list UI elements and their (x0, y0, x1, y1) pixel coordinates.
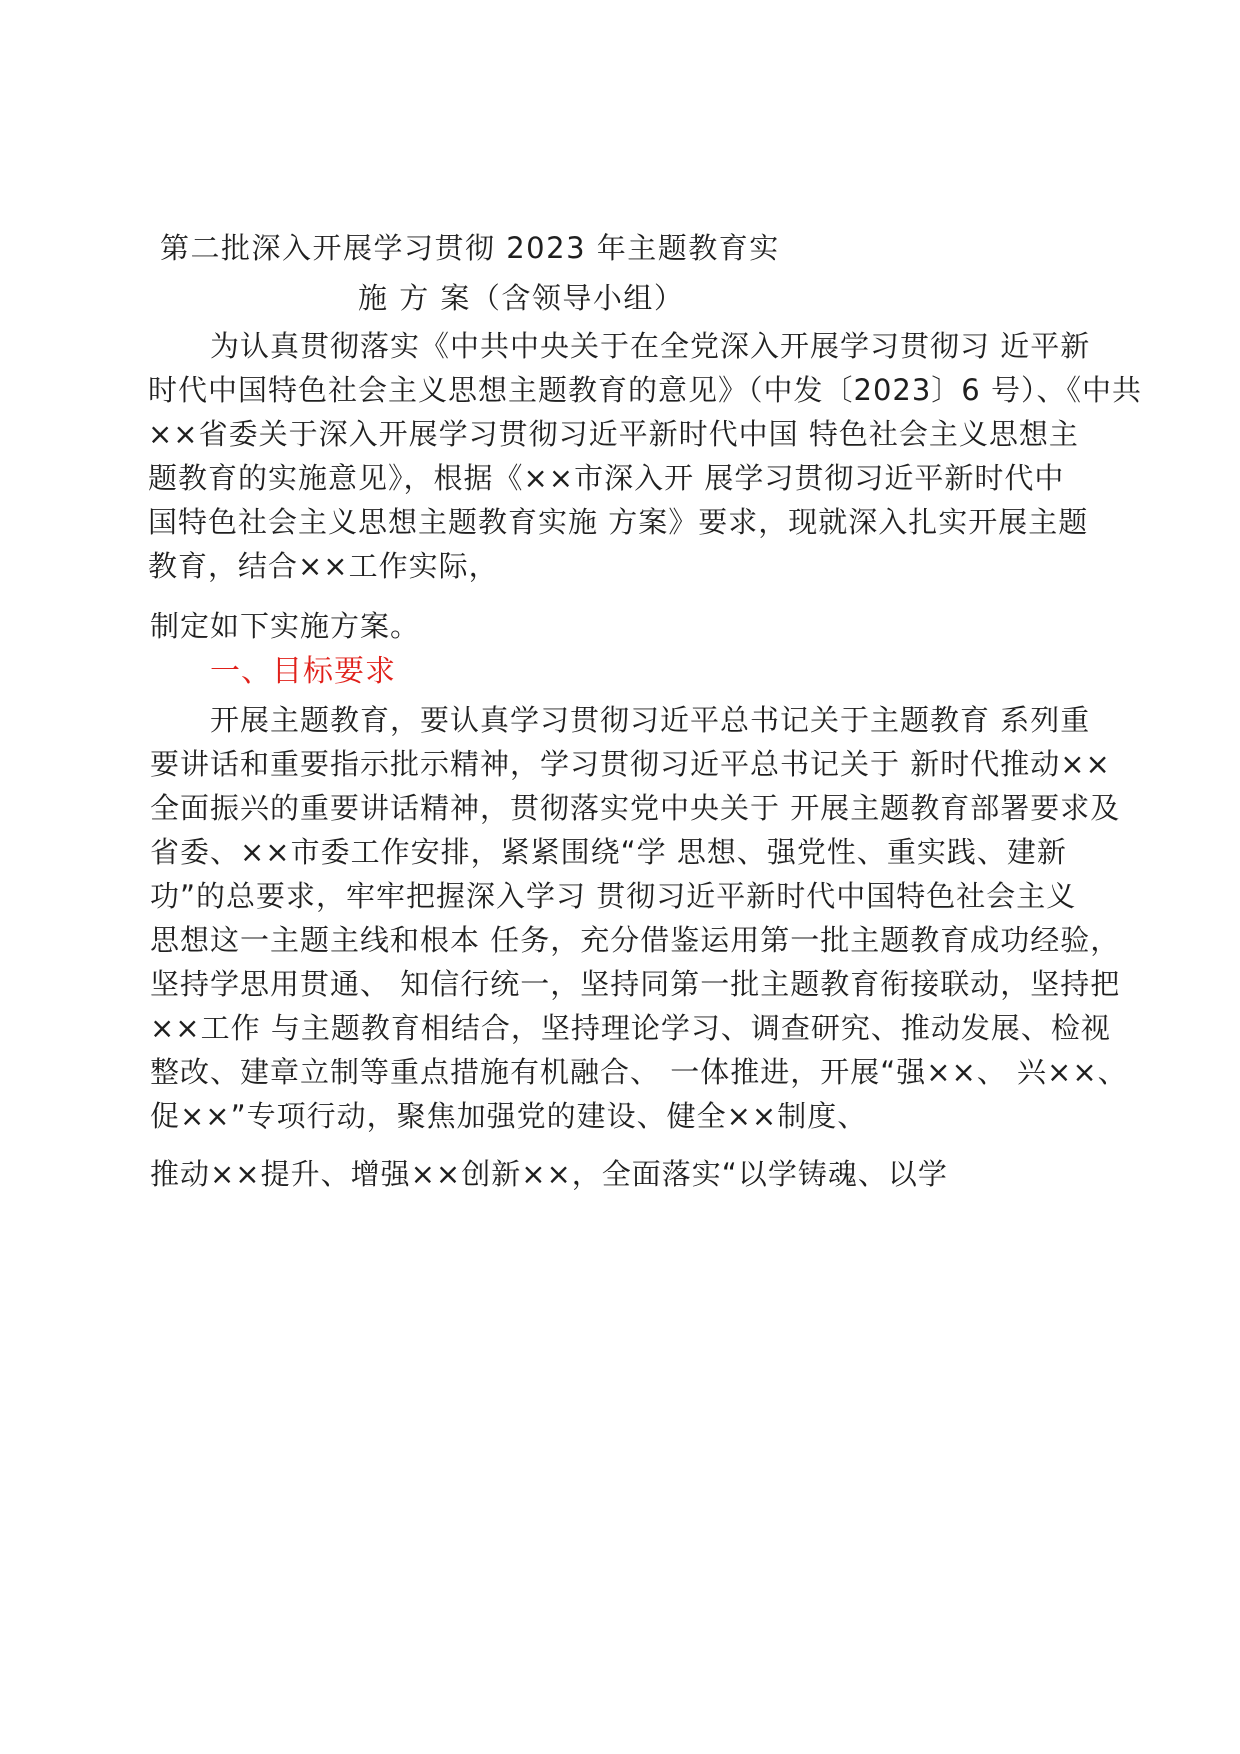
paragraph-1-line-2: 时代中国特色社会主义思想主题教育的意见》（中发〔2023〕6 号）、《中共 (148, 373, 1142, 407)
paragraph-2-line-7: 坚持学思用贯通、 知信行统一，坚持同第一批主题教育衔接联动，坚持把 (150, 967, 1121, 1001)
section-heading-goals: 一、目标要求 (210, 654, 396, 689)
paragraph-1-line-3: ××省委关于深入开展学习贯彻习近平新时代中国 特色社会主义思想主 (148, 417, 1079, 451)
document-title-line-1: 第二批深入开展学习贯彻 2023 年主题教育实 (160, 231, 780, 265)
paragraph-1-line-1: 为认真贯彻落实《中共中央关于在全党深入开展学习贯彻习 近平新 (210, 329, 1091, 363)
paragraph-2-line-10: 促××”专项行动，聚焦加强党的建设、健全××制度、 (150, 1099, 868, 1133)
paragraph-1-line-7: 制定如下实施方案。 (150, 609, 421, 643)
paragraph-1-line-5: 国特色社会主义思想主题教育实施 方案》要求，现就深入扎实开展主题 (148, 505, 1089, 539)
paragraph-2-line-1: 开展主题教育，要认真学习贯彻习近平总书记关于主题教育 系列重 (210, 703, 1091, 737)
paragraph-2-line-5: 功”的总要求，牢牢把握深入学习 贯彻习近平新时代中国特色社会主义 (150, 879, 1077, 913)
paragraph-2-line-2: 要讲话和重要指示批示精神，学习贯彻习近平总书记关于 新时代推动×× (150, 747, 1111, 781)
document-title-line-2: 施 方 案（含领导小组） (358, 281, 685, 315)
paragraph-2-line-9: 整改、建章立制等重点措施有机融合、 一体推进，开展“强××、 兴××、 (150, 1055, 1128, 1089)
paragraph-2-line-8: ××工作 与主题教育相结合，坚持理论学习、调查研究、推动发展、检视 (150, 1011, 1111, 1045)
paragraph-2-line-3: 全面振兴的重要讲话精神，贯彻落实党中央关于 开展主题教育部署要求及 (150, 791, 1121, 825)
paragraph-2-line-4: 省委、××市委工作安排，紧紧围绕“学 思想、强党性、重实践、建新 (150, 835, 1067, 869)
paragraph-2-line-11: 推动××提升、增强××创新××，全面落实“以学铸魂、以学 (150, 1157, 948, 1191)
paragraph-1-line-4: 题教育的实施意见》，根据《××市深入开 展学习贯彻习近平新时代中 (148, 461, 1065, 495)
paragraph-1-line-6: 教育，结合××工作实际， (148, 549, 499, 583)
paragraph-2-line-6: 思想这一主题主线和根本 任务，充分借鉴运用第一批主题教育成功经验， (150, 923, 1121, 957)
